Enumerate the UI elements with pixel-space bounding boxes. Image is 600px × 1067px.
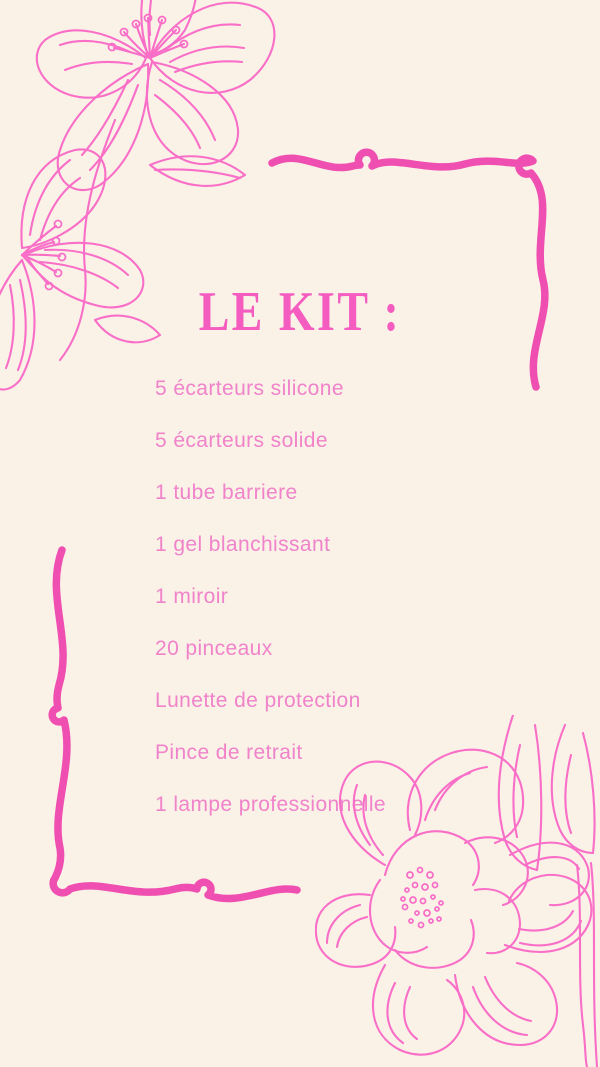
page-title: LE KIT :: [198, 280, 402, 343]
kit-list-item: 1 miroir: [155, 585, 229, 608]
kit-list-item: Lunette de protection: [155, 689, 361, 712]
kit-list: [155, 378, 386, 846]
kit-list-item: 5 écarteurs solide: [155, 429, 328, 452]
kit-list-item: 20 pinceaux: [155, 637, 273, 660]
kit-list-item: 5 écarteurs silicone: [155, 377, 344, 400]
kit-list-item: Pince de retrait: [155, 741, 303, 764]
top-left-flowers-icon: [0, 0, 290, 420]
kit-list-item: 1 lampe professionnelle: [155, 793, 387, 816]
top-right-squiggle-icon: [265, 140, 600, 400]
kit-list-item: 1 gel blanchissant: [155, 533, 331, 556]
kit-list-item: 1 tube barriere: [155, 481, 298, 504]
